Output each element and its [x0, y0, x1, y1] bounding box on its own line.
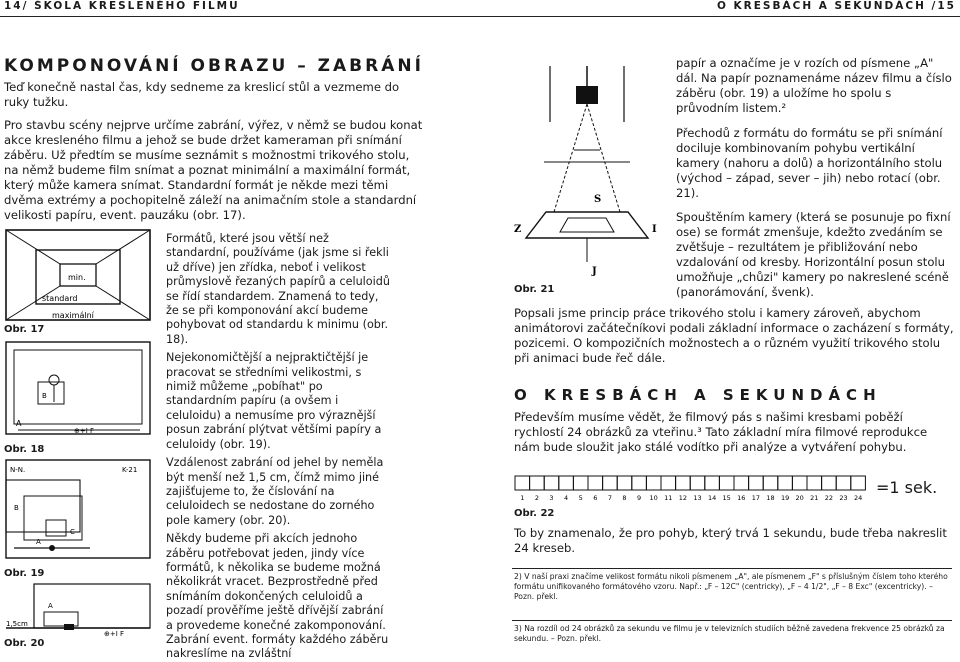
footnote-rule-1: [512, 568, 952, 569]
fig17-standard-label: standard: [42, 294, 78, 303]
frame-number: 6: [593, 494, 598, 502]
film-frame: [646, 476, 661, 490]
film-frame: [573, 476, 588, 490]
frame-number: 20: [795, 494, 804, 502]
frame-number: 16: [737, 494, 746, 502]
footnote-2: 2) V naší praxi značíme velikost formátu nikoli písmenem „A", ale písmenem „F" s příslušným číslem toho kterého formátu unifikovaného formátového vzoru. Např.: „F – 12C" (centricky), „F – 4 1/2", „F – 8 Exc" (excentricky). – Pozn. překl.: [514, 572, 948, 601]
fig19-k21-label: K-21: [122, 466, 138, 474]
running-header-left: 14/ ŠKOLA KRESLENÉHO FILMU: [4, 0, 240, 12]
frame-number: 21: [810, 494, 819, 502]
camera-icon: [576, 86, 598, 104]
frame-number: 9: [637, 494, 642, 502]
figure-19-offset-formats: [4, 458, 154, 564]
frame-number: 18: [766, 494, 775, 502]
film-frame: [690, 476, 705, 490]
film-frame: [559, 476, 574, 490]
frame-number: 12: [678, 494, 688, 502]
fig17-min-label: min.: [68, 273, 86, 282]
frame-number: 4: [564, 494, 569, 502]
frame-number: 19: [780, 494, 790, 502]
fig21-south-label: J: [592, 266, 597, 277]
paragraph-spousteni: Spouštěním kamery (která se posunuje po fixní ose) se formát zmenšuje, kdežto zvedáním se zvětšuje – rezultátem je přibližování nebo vzdalování od kresby. Horizontální posun stolu umožňuje „chůzi" kamery po nakreslené scéně (panorámování, švenk).: [676, 210, 951, 299]
paragraph-1-sekunda: To by znamenalo, že pro pohyb, který trvá 1 sekundu, bude třeba nakreslit 24 kreseb.: [514, 526, 947, 555]
figure-17-formats: [4, 228, 154, 324]
frame-number: 11: [664, 494, 673, 502]
fig18-bottom-label: ⊕+I F: [74, 427, 95, 435]
frame-number: 8: [622, 494, 627, 502]
film-frame: [515, 476, 530, 490]
film-frame: [617, 476, 632, 490]
left-column-text: [166, 232, 392, 662]
film-frame: [632, 476, 647, 490]
figure-22-film-strip: [514, 474, 874, 504]
figure-19-caption: Obr. 19: [4, 568, 45, 579]
film-frame: [719, 476, 734, 490]
figure-18-caption: Obr. 18: [4, 444, 45, 455]
film-frame: [763, 476, 778, 490]
film-frame: [544, 476, 559, 490]
frame-number: 7: [607, 494, 612, 502]
fig17-max-label: maximální: [52, 311, 94, 320]
fig20-dimension-label: 1,5cm: [6, 620, 28, 628]
header-rule: [0, 16, 960, 17]
figure-20-caption: Obr. 20: [4, 638, 45, 649]
film-frame: [851, 476, 866, 490]
figure-21-caption: Obr. 21: [514, 284, 555, 295]
paragraph-zabrani: Pro stavbu scény nejprve určíme zabrání, výřez, v němž se budou konat akce kresleného filmu a jehož se bude držet kameraman při snímání záběru. Už předtím se musíme seznámit s možnostmi trikového stolu, na němž budeme film snímat a poznat minimální a maximální formát, který může kamera snímat. Standardní formát je někde mezi těmi dvěma extrémy a pochopitelně záleží na animačním stole a standardní velikosti papíru, event. pauzáku (obr. 17).: [4, 118, 423, 222]
frame-number: 2: [534, 494, 539, 502]
film-frame: [734, 476, 749, 490]
film-frame: [778, 476, 793, 490]
frame-number: 14: [707, 494, 717, 502]
film-frame: [603, 476, 618, 490]
film-frame: [836, 476, 851, 490]
frame-number: 17: [751, 494, 761, 502]
paragraph-nekdy: Někdy budeme při akcích jednoho záběru potřebovat jeden, jindy více formátů, k několika se budeme možná několikrát vracet. Bezprostředně před snímáním dokončených celuloidů a pozadí prověříme ještě dřívější zabrání a provedeme konečné zakomponování. Zabrání event. formáty každého záběru nakreslíme na zvláštní: [166, 532, 389, 661]
paragraph-ekonomicke: Nejekonomičtější a nejpraktičtější je pracovat se středními velikostmi, s nimiž můžeme „pobíhat" po standardním papíru (a ovšem i celuloidu) a nemusíme pro výraznější posun zabrání plýtvat většími papíry a celuloidy (obr. 19).: [166, 351, 382, 451]
figure-21-camera-table: [514, 62, 664, 282]
fig20-a-label: A: [48, 602, 53, 610]
film-frame: [807, 476, 822, 490]
paragraph-24-obrazku: Především musíme vědět, že filmový pás s našimi kresbami poběží rychlostí 24 obrázků za vteřinu.³ Tato základní míra filmové reprodukce nám bude sloužit jako stálé vodítko při analýze a vytváření pohybu.: [514, 410, 928, 454]
footnote-3: 3) Na rozdíl od 24 obrázků za sekundu ve filmu je v televizních studiích běžně zavedena frekvence 25 obrázků za sekundu. – Pozn. překl.: [514, 624, 945, 643]
paragraph-prechody: Přechodů z formátu do formátu se při snímání dociluje kombinovaním pohybu vertikální kamery (nahoru a dolů) a horizontálního stolu (východ – západ, sever – jih) nebo rotací (obr. 21).: [676, 126, 943, 200]
fig20-bottom-label: ⊕+I F: [104, 630, 125, 638]
character-head-icon: [49, 375, 59, 385]
film-frame: [792, 476, 807, 490]
intro-paragraph: Teď konečně nastal čas, kdy sedneme za kreslicí stůl a vezmeme do ruky tužku.: [4, 80, 400, 109]
footnote-rule-2: [512, 620, 952, 621]
fig21-north-label: S: [594, 194, 602, 205]
frame-number: 10: [649, 494, 658, 502]
film-frame: [661, 476, 676, 490]
fig19-c-label: C: [70, 528, 75, 536]
section-heading-kompozice: KOMPONOVÁNÍ OBRAZU – ZABRÁNÍ: [4, 56, 424, 76]
paragraph-formaty: Formátů, které jsou větší než standardní, používáme (jak jsme si řekli už dříve) jen zřídka, neboť i velikost průmyslově řezaných papírů a celuloidů se řídí standardem. Znamená to tedy, že se při komponování akcí budeme pohybovat od standardu k minimu (obr. 18).: [166, 232, 390, 346]
fig19-a-label: A: [36, 538, 41, 546]
fig19-b-label: B: [14, 504, 19, 512]
paragraph-princip: Popsali jsme princip práce trikového stolu i kamery zároveň, abychom animátorovi začátečníkovi podali základní informace o zacházení s formáty, pozicemi. O kompozičních možnostech a o různém využití trikového stolu při animaci bude řeč dále.: [514, 306, 954, 365]
figure-20-pegs-distance: [4, 582, 154, 638]
frame-number: 22: [824, 494, 834, 502]
frame-number: 3: [549, 494, 554, 502]
film-frame: [530, 476, 545, 490]
film-frame: [588, 476, 603, 490]
paragraph-vzdalenost: Vzdálenost zabrání od jehel by neměla být menší než 1,5 cm, čímž mimo jiné zajišťujeme to, že číslování na celuloidech se nedostane do zorného pole kamery (obr. 20).: [166, 456, 384, 527]
frame-number: 15: [722, 494, 731, 502]
fig21-east-label: I: [652, 224, 657, 235]
film-frame: [705, 476, 720, 490]
frame-number: 1: [520, 494, 525, 502]
fig21-west-label: Z: [514, 224, 522, 235]
paragraph-papir: papír a označíme je v rozích od písmene „A" dál. Na papír poznamenáme název filmu a číslo záběru (obr. 19) a uložíme ho spolu s průvodním listem.²: [676, 56, 952, 115]
figure-18-scene: [4, 340, 154, 440]
frame-number: 23: [839, 494, 848, 502]
fig18-label-a: A: [16, 419, 22, 428]
frame-number: 13: [693, 494, 702, 502]
figure-22-caption: Obr. 22: [514, 508, 555, 519]
fig18-label-b: B: [42, 392, 47, 400]
film-frame: [676, 476, 691, 490]
fig19-nn-label: N-N.: [10, 466, 26, 474]
frame-number: 5: [578, 494, 583, 502]
table-plane: [526, 212, 648, 238]
section-heading-sekundy: O KRESBÁCH A SEKUNDÁCH: [514, 386, 882, 404]
frame-number: 24: [853, 494, 863, 502]
figure-17-caption: Obr. 17: [4, 324, 45, 335]
film-frames: [515, 476, 865, 502]
running-header-right: O KRESBÁCH A SEKUNDÁCH /15: [716, 0, 956, 12]
film-frame: [749, 476, 764, 490]
one-second-label: =1 sek.: [876, 478, 938, 497]
film-frame: [822, 476, 837, 490]
